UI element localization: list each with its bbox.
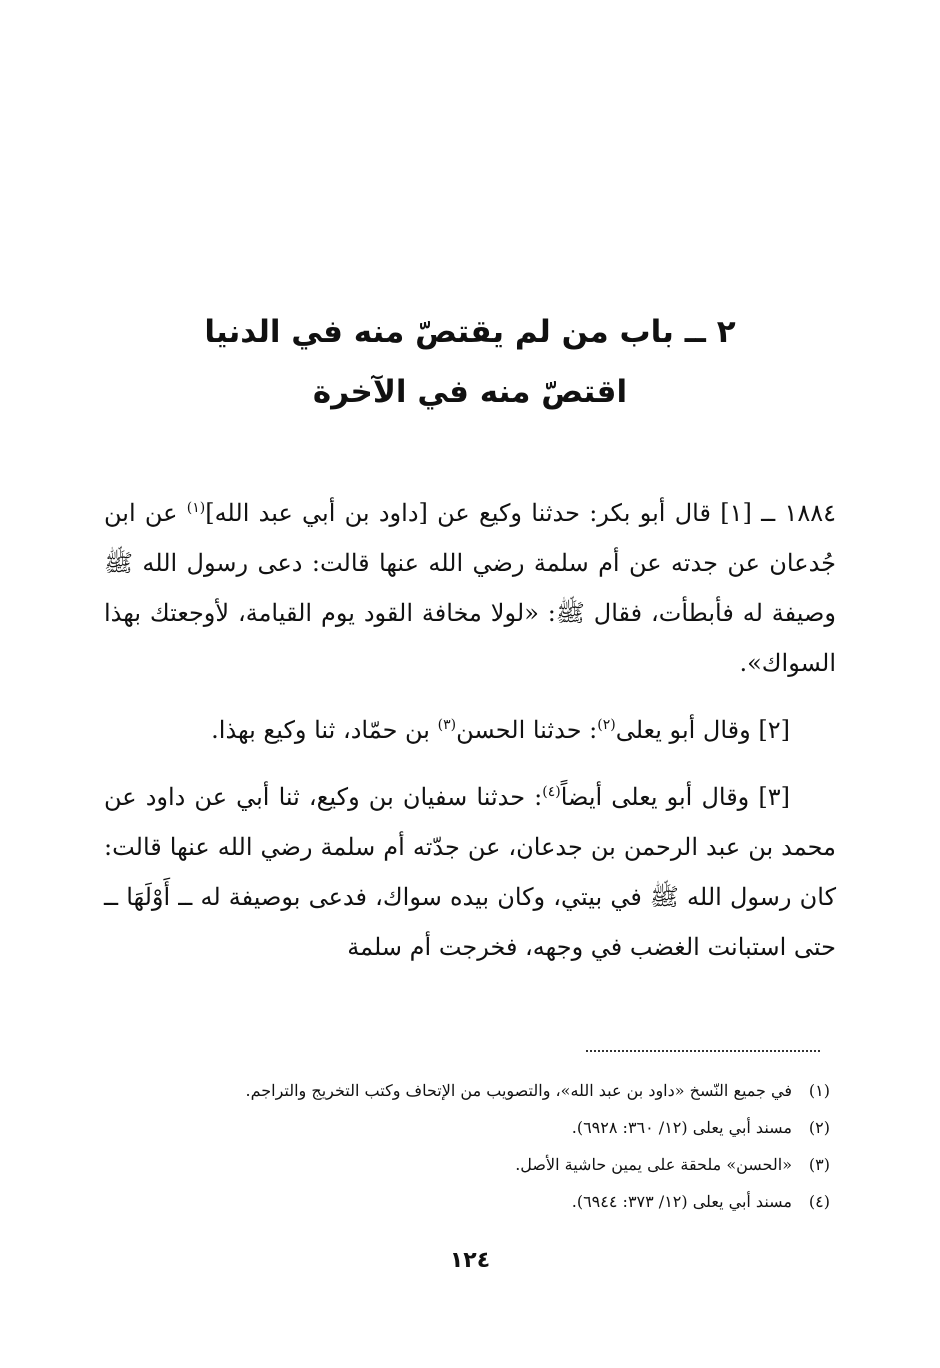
chapter-title-line-2: اقتصّ منه في الآخرة [312, 374, 628, 410]
footnote-text: مسند أبي يعلى (١٢/ ٣٦٠: ٦٩٢٨). [571, 1118, 792, 1137]
hadith-paragraph-2 [104, 705, 836, 755]
footnote-item [130, 1146, 830, 1183]
paragraph-text: : حدثنا الحسن [456, 716, 598, 744]
paragraph-text: [٣] وقال أبو يعلى أيضاً [560, 783, 791, 811]
footnote-number: (٣) [808, 1155, 830, 1174]
footnote-item [130, 1072, 830, 1109]
footnote-text: مسند أبي يعلى (١٢/ ٣٧٣: ٦٩٤٤). [571, 1192, 792, 1211]
paragraph-text: ١٨٨٤ ــ [١] قال أبو بكر: حدثنا وكيع عن [داود بن أبي عبد الله] [205, 499, 836, 527]
paragraph-text: : حدثنا سفيان بن وكيع، ثنا أبي عن داود عن محمد بن عبد الرحمن بن جدعان، عن جدّته أم سلمة رضي الله عنها قالت: كان رسول الله ﷺ في بيتي، وكان بيده سواك، فدعى بوصيفة له ــ أَوْلَهَا ــ حتى استبانت الغضب في وجهه، فخرجت أم سلمة [104, 783, 836, 961]
footnote-text: «الحسن» ملحقة على يمين حاشية الأصل. [515, 1155, 792, 1174]
footnote-ref-1: (١) [186, 500, 206, 516]
page-number: ١٢٤ [449, 1248, 491, 1273]
footnotes [130, 1072, 830, 1220]
footnote-text: في جميع النّسخ «داود بن عبد الله»، والتصويب من الإتحاف وكتب التخريج والتراجم. [245, 1081, 792, 1100]
chapter-heading [120, 302, 820, 422]
footnote-item [130, 1183, 830, 1220]
footnote-ref-4: (٤) [542, 784, 561, 800]
paragraph-text: [٢] وقال أبو يعلى [615, 716, 790, 744]
footnote-number: (٤) [808, 1192, 830, 1211]
paragraph-text: عن ابن جُدعان عن جدته عن أم سلمة رضي الله عنها قالت: دعى رسول الله ﷺ وصيفة له فأبطأت، فقال ﷺ: «لولا مخافة القود يوم القيامة، لأوجعتك بهذا السواك». [104, 499, 836, 677]
footnote-number: (١) [808, 1081, 830, 1100]
footnote-separator [586, 1050, 820, 1052]
footnote-item [130, 1109, 830, 1146]
footnote-ref-3: (٣) [437, 717, 457, 733]
paragraph-text: بن حمّاد، ثنا وكيع بهذا. [211, 716, 438, 744]
hadith-paragraph-1884 [104, 488, 836, 688]
hadith-paragraph-3 [104, 772, 836, 972]
footnote-number: (٢) [808, 1118, 830, 1137]
chapter-title-line-1: ٢ ــ باب من لم يقتصّ منه في الدنيا [204, 314, 736, 350]
main-text [104, 488, 836, 989]
footnote-ref-2: (٢) [597, 717, 616, 733]
